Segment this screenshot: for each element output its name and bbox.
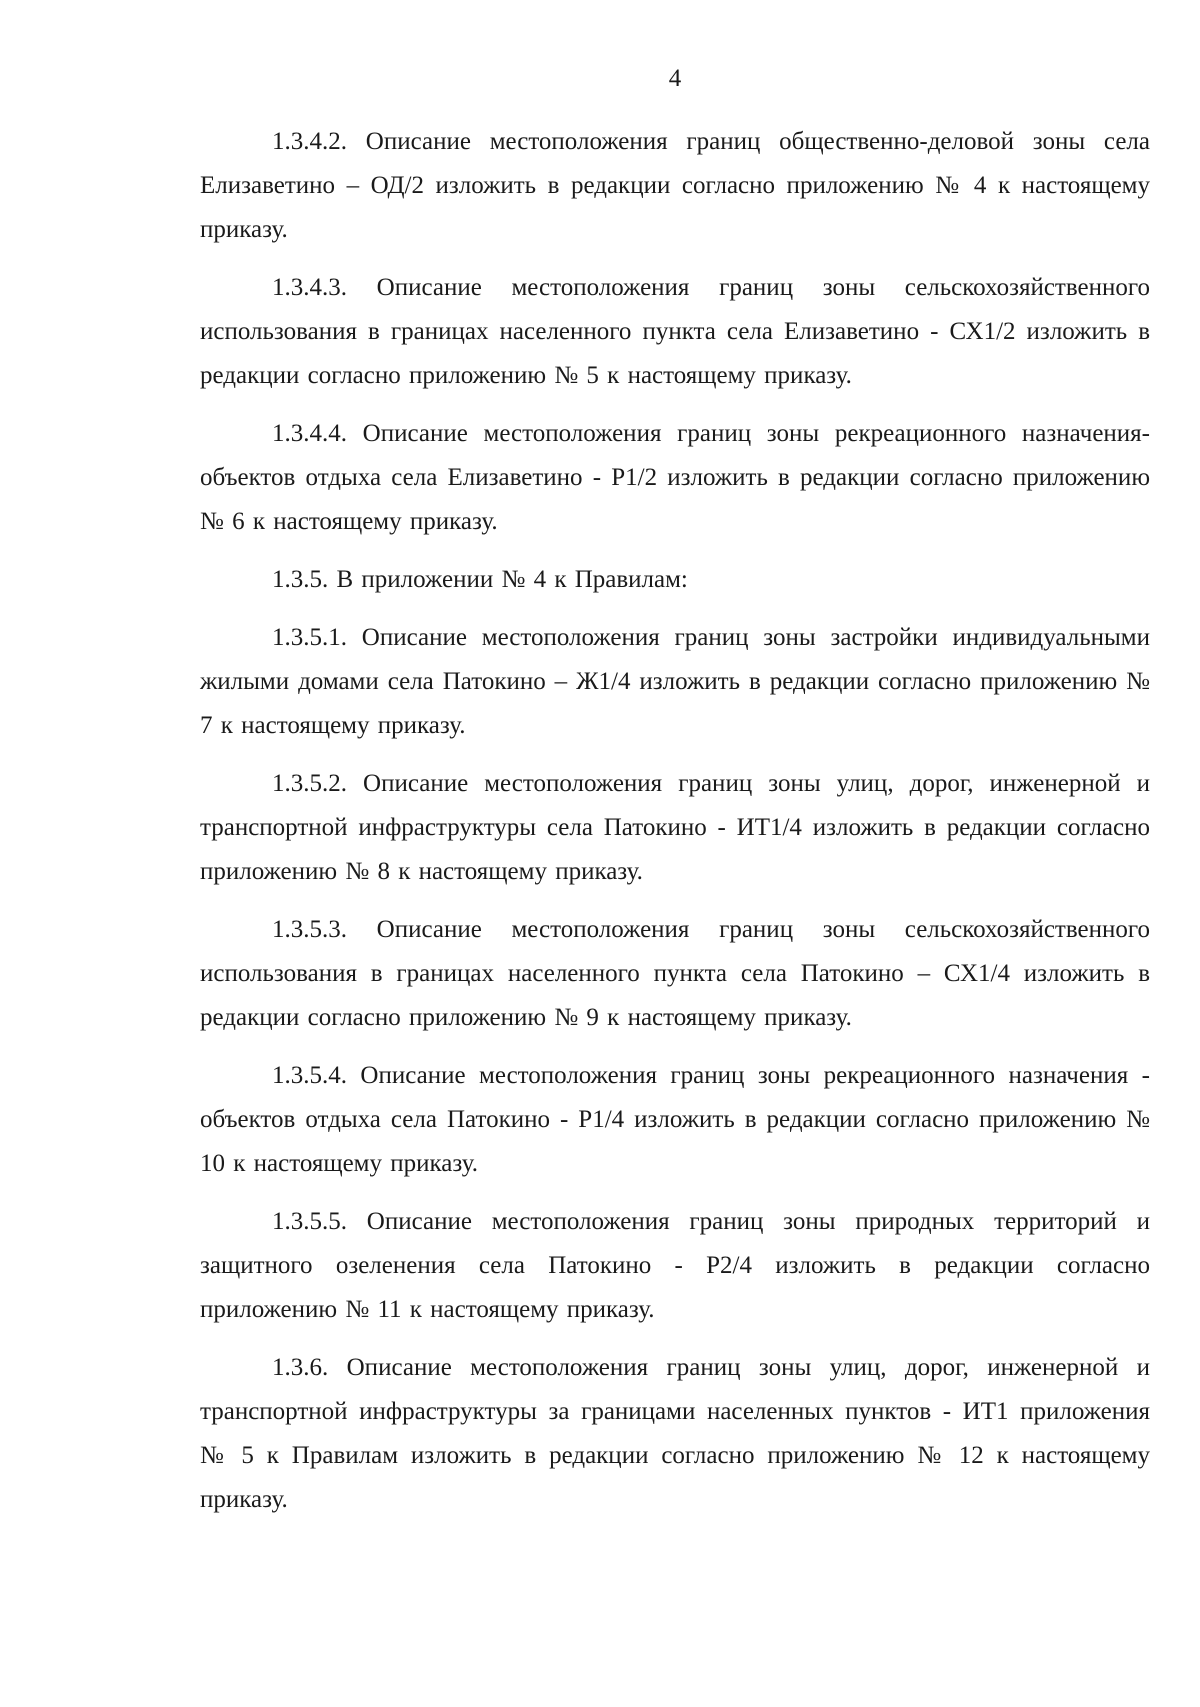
paragraph-1-3-5: 1.3.5. В приложении № 4 к Правилам: bbox=[272, 566, 688, 593]
paragraph-1-3-5-5: 1.3.5.5. Описание местоположения границ зоны природных территорий и защитного озеленения села Патокино - Р2/4 изложить в редакции согласно приложению № 11 к настоящему приказу. bbox=[200, 1208, 1150, 1323]
paragraph-1-3-5-4: 1.3.5.4. Описание местоположения границ зоны рекреационного назначения - объектов отдыха села Патокино - Р1/4 изложить в редакции согласно приложению № 10 к настоящему приказу. bbox=[200, 1062, 1150, 1177]
paragraph-1-3-5-2: 1.3.5.2. Описание местоположения границ зоны улиц, дорог, инженерной и транспортной инфраструктуры села Патокино - ИТ1/4 изложить в редакции согласно приложению № 8 к настоящему приказу. bbox=[200, 770, 1150, 885]
paragraph-1-3-6: 1.3.6. Описание местоположения границ зоны улиц, дорог, инженерной и транспортной инфраструктуры за границами населенных пунктов - ИТ1 приложения № 5 к Правилам изложить в редакции согласно приложению № 12 к настоящему приказу. bbox=[200, 1354, 1150, 1513]
paragraph-1-3-5-1: 1.3.5.1. Описание местоположения границ зоны застройки индивидуальными жилыми домами села Патокино – Ж1/4 изложить в редакции согласно приложению № 7 к настоящему приказу. bbox=[200, 624, 1150, 739]
paragraph-1-3-4-4: 1.3.4.4. Описание местоположения границ зоны рекреационного назначения-объектов отдыха села Елизаветино - Р1/2 изложить в редакции согласно приложению № 6 к настоящему приказу. bbox=[200, 420, 1150, 535]
document-body bbox=[200, 120, 1150, 1536]
paragraph-1-3-5-3: 1.3.5.3. Описание местоположения границ зоны сельскохозяйственного использования в границах населенного пункта села Патокино – СХ1/4 изложить в редакции согласно приложению № 9 к настоящему приказу. bbox=[200, 916, 1150, 1031]
page-number: 4 bbox=[668, 65, 682, 92]
paragraph-1-3-4-3: 1.3.4.3. Описание местоположения границ зоны сельскохозяйственного использования в границах населенного пункта села Елизаветино - СХ1/2 изложить в редакции согласно приложению № 5 к настоящему приказу. bbox=[200, 274, 1150, 389]
paragraph-1-3-4-2: 1.3.4.2. Описание местоположения границ общественно-деловой зоны села Елизаветино – ОД/2 изложить в редакции согласно приложению № 4 к настоящему приказу. bbox=[200, 128, 1150, 243]
